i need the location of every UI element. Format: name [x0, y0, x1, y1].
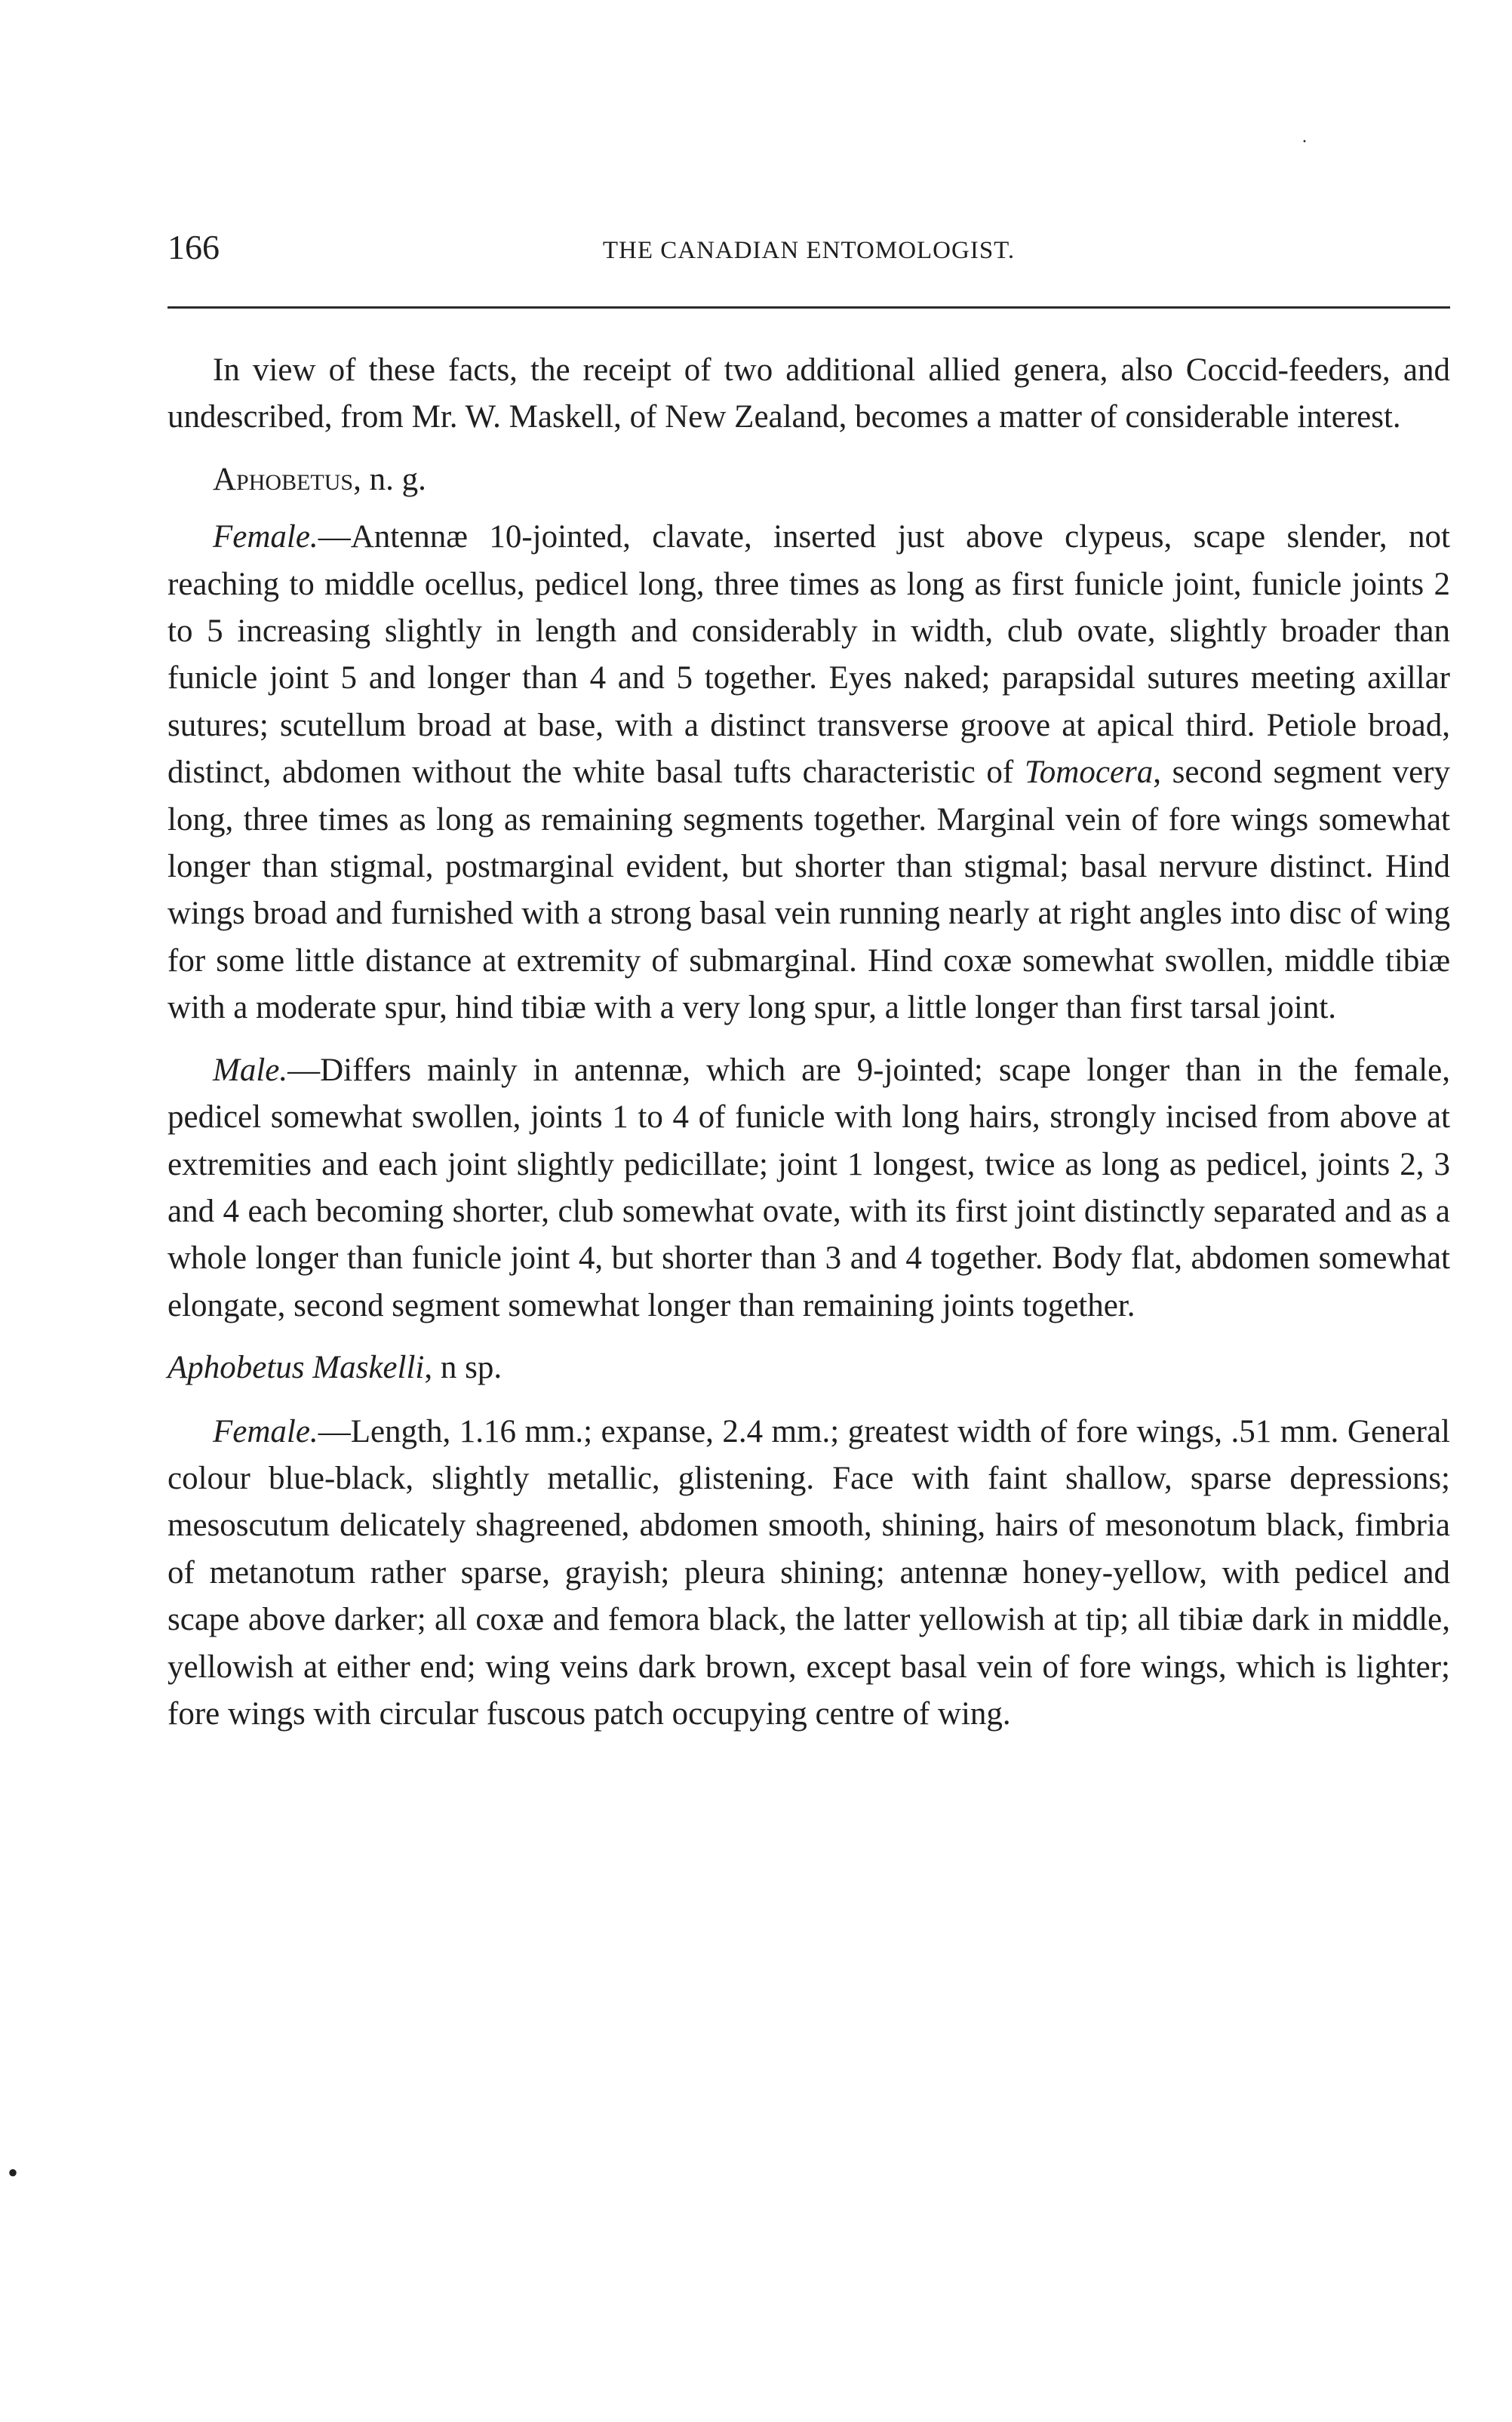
- female-text: —Antennæ 10-jointed, clavate, inserted just above clypeus, scape slender, not reaching to middle ocellus, pedicel long, three times as long as first funicle joint, funicle joints 2 to 5 increasing slightly in length and considerably in width, club ovate, slightly broader than funicle joint 5 and longer than 4 and 5 together. Eyes naked; parapsidal sutures meeting axillar sutures; scutellum broad at base, with a distinct transverse groove at apical third. Petiole broad, distinct, abdomen without the white basal tufts characteristic of: [167, 519, 1450, 791]
- female-paragraph: [167, 514, 1450, 1031]
- species-heading: [167, 1345, 1450, 1391]
- species-female-paragraph: [167, 1409, 1450, 1738]
- page-number: 166: [167, 228, 220, 266]
- stray-mark: ·: [1301, 132, 1308, 152]
- female-label: Female.: [213, 519, 318, 555]
- species-female-label: Female.: [213, 1413, 318, 1449]
- body-text: [167, 347, 1450, 1738]
- male-text: —Differs mainly in antennæ, which are 9-jointed; scape longer than in the female, pedicel somewhat swollen, joints 1 to 4 of funicle with long hairs, strongly incised from above at extremities and each joint slightly pedicillate; joint 1 longest, twice as long as pedicel, joints 2, 3 and 4 each becoming shorter, club somewhat ovate, with its first joint distinctly separated and as a whole longer than funicle joint 4, but shorter than 3 and 4 together. Body flat, abdomen somewhat elongate, second segment somewhat longer than remaining joints together.: [167, 1052, 1450, 1323]
- species-female-text: —Length, 1.16 mm.; expanse, 2.4 mm.; greatest width of fore wings, .51 mm. General colour blue-black, slightly metallic, glistening. Face with faint shallow, sparse depressions; mesoscutum delicately shagreened, abdomen smooth, shining, hairs of mesonotum black, fimbria of metanotum rather sparse, grayish; pleura shining; antennæ honey-yellow, with pedicel and scape above darker; all coxæ and femora black, the latter yellowish at tip; all tibiæ dark in middle, yellowish at either end; wing veins dark brown, except basal vein of fore wings, which is lighter; fore wings with circular fuscous patch occupying centre of wing.: [167, 1413, 1450, 1732]
- tomocera-name: Tomocera: [1024, 755, 1154, 791]
- male-paragraph: [167, 1047, 1450, 1329]
- male-label: Male.: [213, 1052, 288, 1088]
- genus-suffix: , n. g.: [353, 461, 426, 497]
- species-name: Aphobetus Maskelli: [167, 1350, 425, 1386]
- genus-heading: [167, 456, 1450, 503]
- margin-dot: •: [8, 2156, 19, 2190]
- running-header: [167, 226, 1450, 279]
- genus-name: Aphobetus: [213, 461, 354, 497]
- header-rule: [167, 306, 1450, 309]
- female-text-2: , second segment very long, three times as long as remaining segments together. Marginal vein of fore wings somewhat longer than stigmal, postmarginal evident, but shorter than stigmal; basal nervure distinct. Hind wings broad and furnished with a strong basal vein running nearly at right angles into disc of wing for some little distance at extremity of submarginal. Hind coxæ somewhat swollen, middle tibiæ with a moderate spur, hind tibiæ with a very long spur, a little longer than first tarsal joint.: [167, 755, 1450, 1026]
- species-suffix: , n sp.: [424, 1350, 502, 1386]
- page: [167, 226, 1450, 1732]
- intro-paragraph: In view of these facts, the receipt of two additional allied genera, also Coccid-feeders, and undescribed, from Mr. W. Maskell, of New Zealand, becomes a matter of considerable interest.: [167, 352, 1450, 435]
- running-title: THE CANADIAN ENTOMOLOGIST.: [602, 237, 1016, 264]
